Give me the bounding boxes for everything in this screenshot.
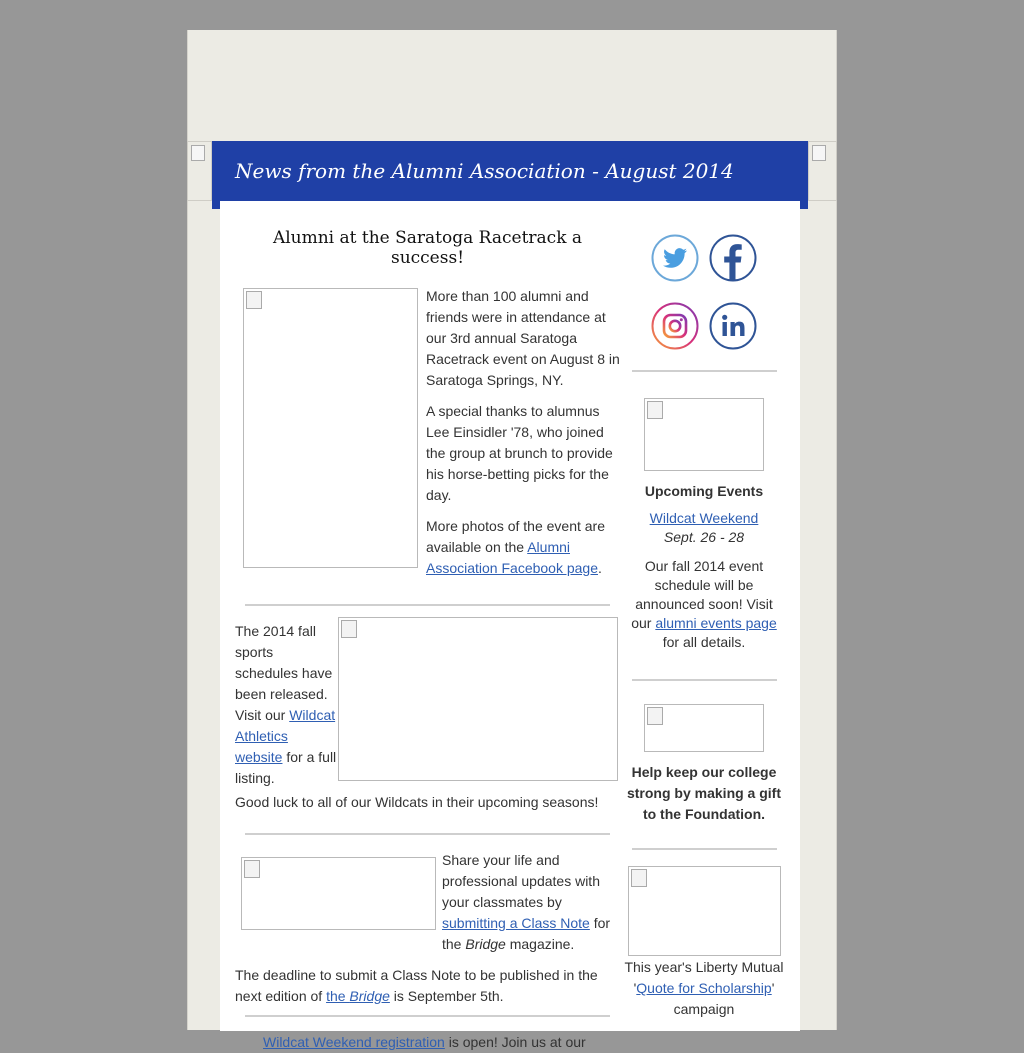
newsletter-title: News from the Alumni Association - August 2014 [235, 159, 734, 183]
liberty-mutual-image [628, 866, 781, 956]
events-image [644, 398, 764, 471]
header-banner [212, 141, 808, 209]
sidebar-divider [632, 370, 777, 372]
facebook-page-link[interactable]: Alumni Association Facebook page [426, 539, 598, 576]
twitter-icon[interactable] [651, 234, 699, 282]
left-banner-image [187, 141, 212, 201]
article-paragraph: More than 100 alumni and friends were in attendance at our 3rd annual Saratoga Racetrack event on August 8 in Saratoga Springs, NY. [426, 288, 620, 388]
facebook-icon[interactable] [709, 234, 757, 282]
alumni-events-page-link[interactable]: alumni events page [655, 615, 777, 631]
foundation-image [644, 704, 764, 752]
sidebar-divider [632, 679, 777, 681]
article-saratoga [235, 278, 620, 598]
article-paragraph: A special thanks to alumnus Lee Einsidler '78, who joined the group at brunch to provide his horse-betting picks for the day. [426, 403, 613, 503]
quote-for-scholarship-link[interactable]: Quote for Scholarship [636, 980, 772, 996]
sports-photo [338, 617, 618, 781]
linkedin-icon[interactable] [709, 302, 757, 350]
event-date: Sept. 26 - 28 [663, 529, 745, 545]
scholarship-text: This year's Liberty Mutual 'Quote for Scholarship' campaign [624, 959, 784, 1017]
wildcat-weekend-registration-link[interactable]: Wildcat Weekend registration [263, 1034, 445, 1050]
broken-image-icon [812, 145, 826, 161]
sidebar [623, 201, 785, 1020]
article-paragraph: Share your life and professional updates with your classmates by submitting a Class Note for the Bridge magazine. [442, 852, 611, 952]
racetrack-photo [243, 288, 418, 568]
article-paragraph: Good luck to all of our Wildcats in their upcoming seasons! [235, 794, 599, 810]
article-paragraph: The 2014 fall sports schedules have been released. Visit our Wildcat Athletics website for a full listing. [235, 623, 337, 786]
article-paragraph: More photos of the event are available on the Alumni Association Facebook page. [426, 518, 605, 576]
gift-text: Help keep our college strong by making a gift to the Foundation. [626, 764, 781, 822]
content-area [220, 201, 800, 1050]
class-note-link[interactable]: submitting a Class Note [442, 915, 590, 931]
wildcat-weekend-link[interactable]: Wildcat Weekend [649, 510, 759, 526]
athletics-website-link[interactable]: Wildcat Athletics website [235, 707, 336, 765]
right-banner-image [808, 141, 837, 201]
events-description: Our fall 2014 event schedule will be announced soon! Visit our alumni events page for all details. [631, 558, 777, 650]
article-title: Alumni at the Saratoga Racetrack a success! [272, 228, 583, 268]
sidebar-divider [632, 848, 777, 850]
class-notes-photo [241, 857, 436, 930]
main-column [235, 201, 620, 1053]
article-paragraph: The deadline to submit a Class Note to be published in the next edition of the Bridge is September 5th. [235, 967, 598, 1004]
instagram-icon[interactable] [651, 302, 699, 350]
divider [245, 604, 610, 606]
upcoming-events-heading: Upcoming Events [644, 483, 764, 499]
article-sports [235, 617, 620, 837]
article-class-notes [235, 846, 620, 1016]
bridge-link[interactable]: the Bridge [326, 988, 390, 1004]
broken-image-icon [191, 145, 205, 161]
article-paragraph: Wildcat Weekend registration is open! Join us at our [263, 1034, 586, 1050]
